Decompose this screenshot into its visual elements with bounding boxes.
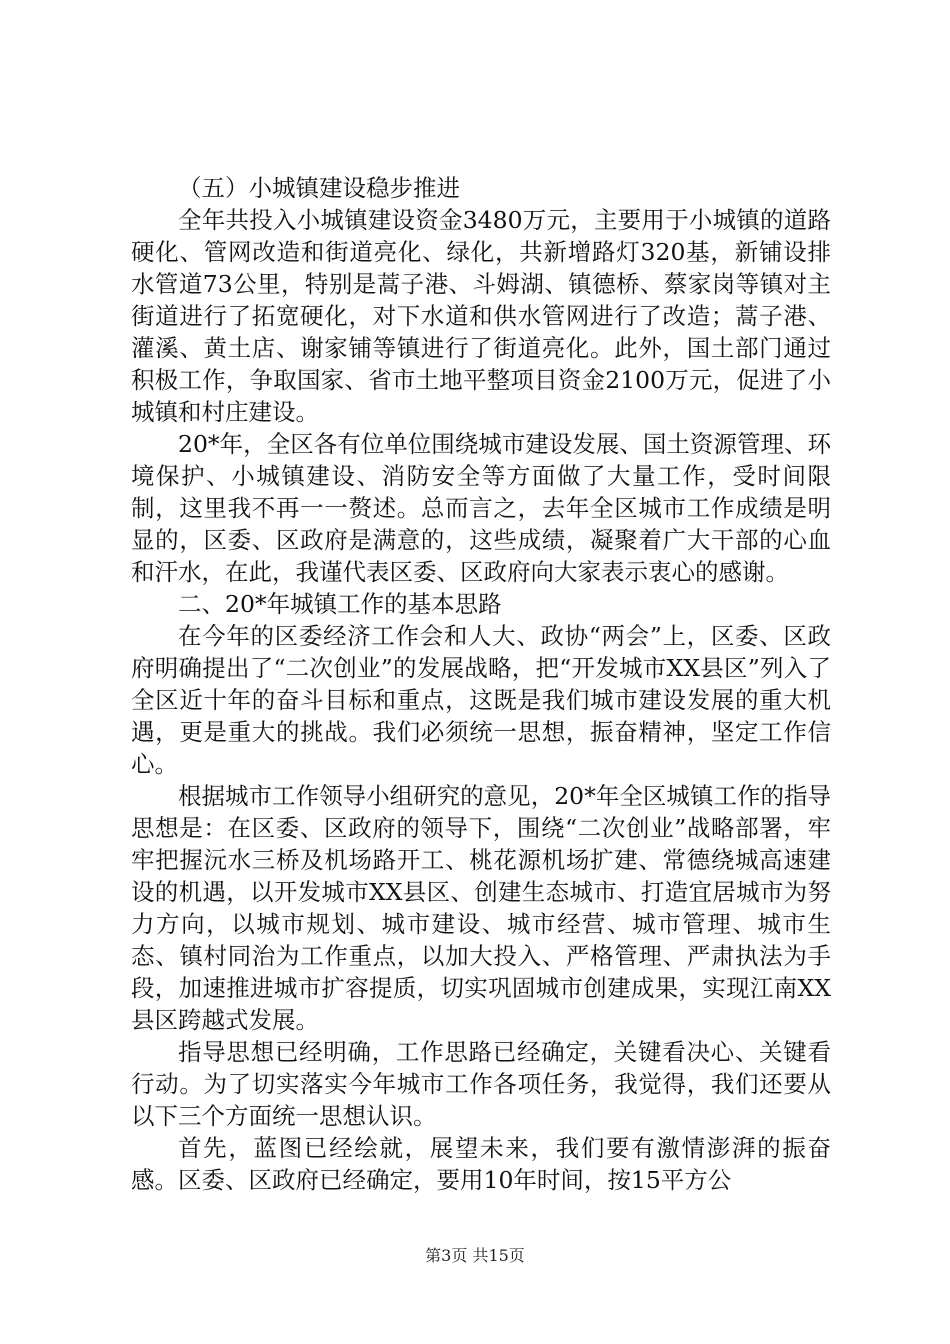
paragraph: 指导思想已经明确，工作思路已经确定，关键看决心、关键看行动。为了切实落实今年城市工作各项任务，我觉得，我们还要从以下三个方面统一思想认识。 [131, 1038, 831, 1130]
paragraph: 20*年，全区各有位单位围绕城市建设发展、国土资源管理、环境保护、小城镇建设、消防安全等方面做了大量工作，受时间限制，这里我不再一一赘述。总而言之，去年全区城市工作成绩是明显的，区委、区政府是满意的，这些成绩，凝聚着广大干部的心血和汗水，在此，我谨代表区委、区政府向大家表示衷心的感谢。 [131, 430, 831, 586]
document-body [131, 172, 831, 1196]
paragraph: 在今年的区委经济工作会和人大、政协“两会”上，区委、区政府明确提出了“二次创业”的发展战略，把“开发城市XX县区”列入了全区近十年的奋斗目标和重点，这既是我们城市建设发展的重大机遇，更是重大的挑战。我们必须统一思想，振奋精神，坚定工作信心。 [131, 622, 831, 778]
paragraph: 首先，蓝图已经绘就，展望未来，我们要有激情澎湃的振奋感。区委、区政府已经确定，要用10年时间，按15平方公 [131, 1134, 831, 1194]
section-heading-5: （五）小城镇建设稳步推进 [178, 174, 460, 202]
section-heading-2: 二、20*年城镇工作的基本思路 [178, 590, 502, 618]
paragraph: 根据城市工作领导小组研究的意见，20*年全区城镇工作的指导思想是：在区委、区政府的领导下，围绕“二次创业”战略部署，牢牢把握沅水三桥及机场路开工、桃花源机场扩建、常德绕城高速建设的机遇，以开发城市XX县区、创建生态城市、打造宜居城市为努力方向，以城市规划、城市建设、城市经营、城市管理、城市生态、镇村同治为工作重点，以加大投入、严格管理、严肃执法为手段，加速推进城市扩容提质，切实巩固城市创建成果，实现江南XX县区跨越式发展。 [131, 782, 831, 1034]
paragraph: 全年共投入小城镇建设资金3480万元，主要用于小城镇的道路硬化、管网改造和街道亮化、绿化，共新增路灯320基，新铺设排水管道73公里，特别是蒿子港、斗姆湖、镇德桥、蔡家岗等镇对主街道进行了拓宽硬化，对下水道和供水管网进行了改造；蒿子港、灌溪、黄土店、谢家铺等镇进行了街道亮化。此外，国土部门通过积极工作，争取国家、省市土地平整项目资金2100万元，促进了小城镇和村庄建设。 [131, 206, 831, 426]
page-number-footer: 第3页 共15页 [425, 1246, 525, 1265]
